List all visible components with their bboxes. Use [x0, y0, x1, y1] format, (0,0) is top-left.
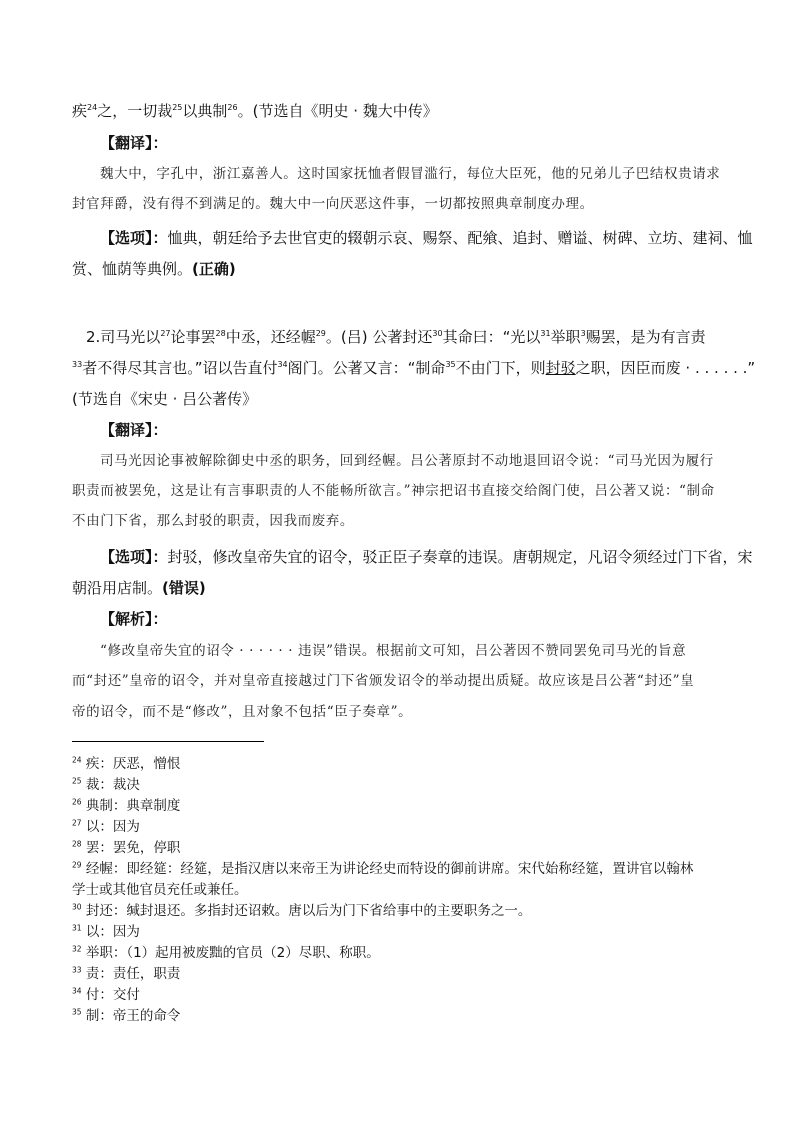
footnote-ref[interactable]: 33 — [72, 360, 83, 369]
answer-result: (正确) — [192, 260, 236, 278]
footnote-ref[interactable]: 30 — [432, 329, 443, 338]
footnote: $^{34}$ 付：交付 — [72, 986, 140, 1003]
footnote: $^{27}$ 以：因为 — [72, 818, 140, 835]
translation-line: 封官拜爵，没有得不到满足的。魏大中一向厌恶这件事，一切都按照典章制度办理。 — [72, 196, 594, 212]
translation-line: 司马光因论事被解除御史中丞的职务，回到经幄。吕公著原封不动地退回诏令说：“司马光因为履行 — [100, 453, 714, 469]
footnote-ref[interactable]: 3 — [580, 329, 586, 338]
footnote-ref[interactable]: 31 — [540, 329, 551, 338]
translation-line: 魏大中，字孔中，浙江嘉善人。这时国家抚恤者假冒滥行，每位大臣死，他的兄弟儿子巴结权贵请求 — [100, 166, 721, 182]
answer-result: (错误) — [162, 579, 206, 597]
footnote-ref[interactable]: 26 — [227, 103, 238, 112]
translation-label: 【翻译】： — [100, 134, 168, 152]
footnote-ref[interactable]: 25 — [172, 103, 183, 112]
footnote-ref[interactable]: 24 — [87, 103, 98, 112]
footnote: $^{32}$ 举职：（1）起用被废黜的官员（2）尽职、称职。 — [72, 944, 380, 961]
translation-label: 【翻译】： — [100, 421, 168, 439]
footnote-ref[interactable]: 27 — [160, 329, 171, 338]
option-line: 赏、恤荫等典例。(正确) — [72, 260, 236, 278]
underlined-term: 封驳 — [545, 359, 576, 377]
option-line: 【选项】：恤典，朝廷给予去世官吏的辍朝示哀、赐祭、配飨、追封、赠谥、树碑、立坊、建祠、恤 — [100, 229, 753, 247]
footnote: $^{29}$ 经幄：即经筵：经筵，是指汉唐以来帝王为讲论经史而特设的御前讲席。宋代始称经筵，置讲官以翰林 — [72, 860, 694, 877]
footnote-ref[interactable]: 35 — [445, 360, 456, 369]
option-label: 【选项】： — [100, 229, 168, 247]
translation-line: 不由门下省，那么封驳的职责，因我而废弃。 — [72, 513, 354, 529]
analysis-line: “修改皇帝失宜的诏令 · · · · · · 违误”错误。根据前文可知，吕公著因不赞同罢免司马光的旨意 — [100, 643, 687, 659]
footnote: $^{30}$ 封还：缄封退还。多指封还诏敕。唐以后为门下省给事中的主要职务之一。 — [72, 902, 532, 919]
passage-line: 疾$^{24}$之，一切裁$^{25}$以典制$^{26}$。(节选自《明史 · 魏大中传》 — [72, 102, 438, 120]
analysis-line: 帝的诏令，而不是“修改”，且对象不包括“臣子奏章”。 — [72, 704, 413, 720]
passage-line: 2.司马光以$^{27}$论事罢$^{28}$中丞，还经幄$^{29}$。(吕) 公著封还$^{30}$其命曰：“光以$^{31}$举职$^3$赐罢，是为有言责 — [86, 328, 706, 346]
footnote-ref[interactable]: 28 — [215, 329, 226, 338]
footnote: $^{26}$ 典制：典章制度 — [72, 797, 181, 814]
footnote-ref[interactable]: 29 — [315, 329, 326, 338]
passage-line: $^{33}$者不得尽其言也。”诏以告直付$^{34}$阁门。公著又言：“制命$^{35}$不由门下，则封驳之职，因臣而废 · . . . . . .” — [72, 359, 756, 377]
translation-line: 职责而被罢免，这是让有言事职责的人不能畅所欲言。”神宗把诏书直接交给阁门使，吕公著又说：“制命 — [72, 483, 715, 499]
option-label: 【选项】： — [100, 548, 168, 566]
passage-source: (节选自《宋史 · 吕公著传》 — [72, 390, 258, 408]
footnote: $^{28}$ 罢：罢免，停职 — [72, 839, 181, 856]
footnote-ref[interactable]: 34 — [277, 360, 288, 369]
footnote: $^{25}$ 裁：裁决 — [72, 776, 140, 793]
footnote: 学士或其他官员充任或兼任。 — [72, 882, 248, 898]
analysis-label: 【解析】： — [100, 610, 168, 628]
footnote: $^{31}$ 以：因为 — [72, 923, 140, 940]
footnote: $^{24}$ 疾：厌恶，憎恨 — [72, 755, 181, 772]
option-line: 【选项】：封驳，修改皇帝失宜的诏令，驳正臣子奏章的违误。唐朝规定，凡诏令须经过门下省，宋 — [100, 548, 753, 566]
footnote: $^{33}$ 责：责任，职责 — [72, 965, 181, 982]
option-line: 朝沿用店制。(错误) — [72, 579, 206, 597]
analysis-line: 而“封还”皇帝的诏令，并对皇帝直接越过门下省颁发诏令的举动提出质疑。故应该是吕公著“封还”皇 — [72, 673, 695, 689]
footnote-separator — [72, 741, 264, 742]
footnote: $^{35}$ 制：帝王的命令 — [72, 1007, 181, 1024]
